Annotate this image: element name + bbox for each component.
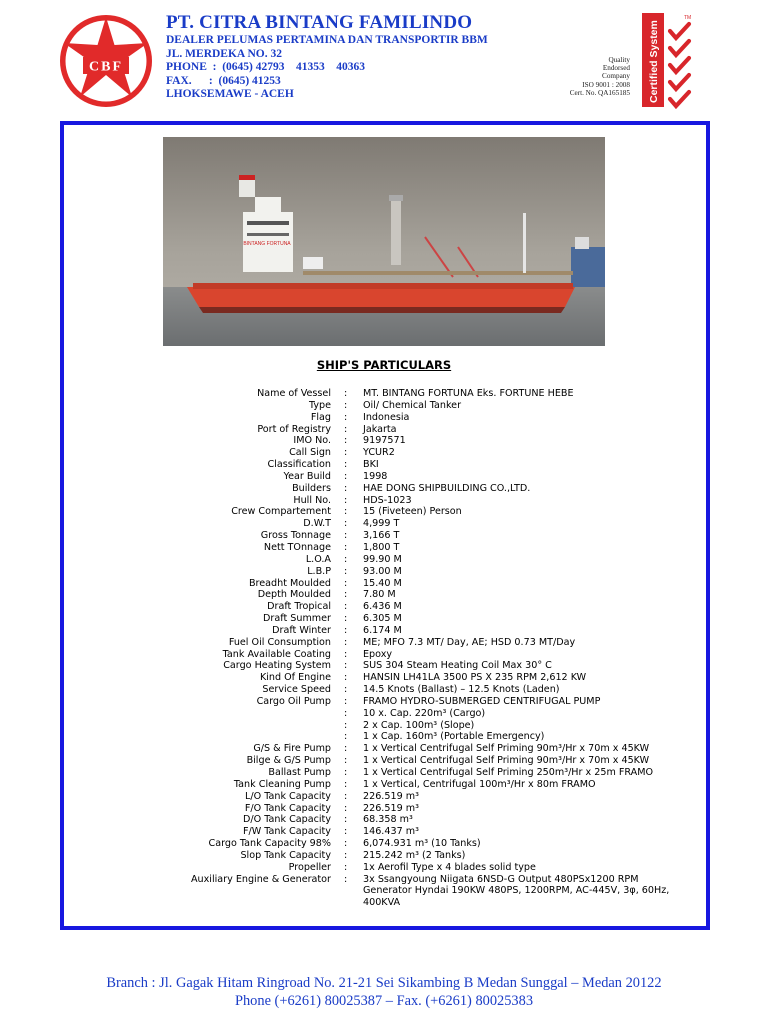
particular-value: 1 x Vertical Centrifugal Self Priming 90m³/Hr x 70m x 45KW — [363, 743, 650, 755]
cert-tm: TM — [684, 15, 692, 21]
particular-separator: : — [344, 767, 348, 778]
particular-value: 68.358 m³ — [363, 814, 413, 826]
particular-value: 3,166 T — [363, 530, 400, 542]
particular-label: Breadht Moulded — [248, 577, 331, 589]
particular-separator: : — [344, 565, 348, 577]
header-city: LHOKSEMAWE - ACEH — [166, 88, 294, 101]
particulars-row — [0, 447, 768, 459]
particular-value: 1 x Cap. 160m³ (Portable Emergency) — [363, 731, 545, 743]
particulars-row — [0, 743, 768, 755]
certified-system-badge — [640, 11, 706, 109]
particular-value: 1998 — [363, 470, 388, 482]
particular-value: 4,999 T — [363, 518, 400, 530]
particulars-row — [0, 791, 768, 803]
particular-value: 215.242 m³ (2 Tanks) — [363, 849, 466, 861]
particular-value: FRAMO HYDRO-SUBMERGED CENTRIFUGAL PUMP — [363, 695, 601, 707]
particulars-row — [0, 684, 768, 696]
footer — [0, 974, 768, 1010]
particular-label: Builders — [292, 482, 331, 494]
particulars-row — [0, 731, 768, 743]
particular-separator: : — [344, 802, 348, 814]
particular-separator: : — [344, 518, 348, 530]
particulars-row — [0, 613, 768, 625]
particular-label: Ballast Pump — [268, 767, 331, 778]
particulars-row — [0, 518, 768, 530]
particular-separator: : — [344, 541, 348, 553]
particular-separator: : — [344, 624, 348, 636]
particular-separator: : — [344, 731, 348, 743]
particular-separator: : — [344, 790, 348, 802]
particular-separator: : — [344, 849, 348, 861]
section-title-text: SHIP'S PARTICULARS — [316, 358, 452, 372]
particulars-row — [0, 874, 768, 886]
particular-value: 99.90 M — [363, 553, 402, 565]
particulars-row — [0, 625, 768, 637]
logo-text: CBF — [89, 59, 123, 75]
particular-separator: : — [344, 660, 348, 672]
particular-value: 93.00 M — [363, 565, 402, 577]
particular-separator: : — [344, 826, 348, 838]
particular-value: 9197571 — [363, 435, 406, 447]
particulars-row — [0, 897, 768, 909]
quality-line: Endorsed — [602, 64, 630, 73]
particulars-row — [0, 862, 768, 874]
company-header — [166, 12, 488, 102]
quality-line: ISO 9001 : 2008 — [582, 80, 630, 89]
particulars-row — [0, 471, 768, 483]
particulars-row — [0, 435, 768, 447]
particulars-row — [0, 885, 768, 897]
particulars-row — [0, 814, 768, 826]
particular-label: Cargo Tank Capacity 98% — [208, 838, 331, 850]
particular-value: 6.305 M — [363, 613, 402, 625]
particular-value: 226.519 m³ — [363, 790, 419, 802]
particular-label: F/O Tank Capacity — [244, 802, 331, 814]
particulars-row — [0, 589, 768, 601]
particulars-row — [0, 601, 768, 613]
particular-label: Classification — [267, 459, 331, 471]
section-title — [0, 358, 768, 372]
particular-value: 1x Aerofil Type x 4 blades solid type — [363, 861, 536, 873]
quality-statement — [556, 56, 630, 97]
particular-value: 1 x Vertical Centrifugal Self Priming 250m³/Hr x 25m FRAMO — [363, 767, 654, 778]
cert-label: Certified System — [648, 20, 660, 103]
particulars-row — [0, 850, 768, 862]
particular-value: 6.174 M — [363, 624, 402, 636]
particular-value: Generator Hyndai 190KW 480PS, 1200RPM, AC-445V, 3φ, 60Hz, — [363, 885, 670, 897]
particular-label: Draft Winter — [272, 624, 331, 636]
particular-separator: : — [344, 814, 348, 826]
particular-value: HAE DONG SHIPBUILDING CO.,LTD. — [363, 482, 531, 494]
particular-label: Depth Moulded — [257, 589, 331, 601]
particular-label: Gross Tonnage — [260, 530, 331, 542]
particulars-row — [0, 530, 768, 542]
particular-label: L.O.A — [305, 553, 331, 565]
photo-ship-name: BINTANG FORTUNA — [243, 241, 291, 247]
quality-line: Company — [602, 72, 630, 81]
particular-label: Year Build — [283, 470, 331, 482]
particular-value: 6,074.931 m³ (10 Tanks) — [363, 838, 481, 850]
particular-label: Cargo Oil Pump — [256, 695, 331, 707]
particular-label: Bilge & G/S Pump — [246, 755, 331, 767]
particular-label: Port of Registry — [257, 423, 331, 435]
particular-label: D.W.T — [303, 518, 331, 530]
particular-value: 15 (Fiveteen) Person — [363, 506, 462, 518]
particulars-row — [0, 803, 768, 815]
particulars-row — [0, 542, 768, 554]
particular-value: 146.437 m³ — [363, 826, 419, 838]
particular-separator: : — [344, 447, 348, 459]
particulars-row — [0, 388, 768, 400]
particular-separator: : — [344, 601, 348, 613]
particular-value: 400KVA — [363, 897, 401, 909]
particular-separator: : — [344, 707, 348, 719]
particular-separator: : — [344, 423, 348, 435]
particular-value: HDS-1023 — [363, 494, 412, 506]
particular-separator: : — [344, 755, 348, 767]
particulars-row — [0, 412, 768, 424]
footer-phone: Phone (+6261) 80025387 – Fax. (+6261) 80025383 — [234, 993, 534, 1009]
particular-label: D/O Tank Capacity — [243, 814, 331, 826]
particular-separator: : — [344, 399, 348, 411]
particulars-row — [0, 660, 768, 672]
particular-label: Service Speed — [262, 684, 331, 696]
particulars-row — [0, 779, 768, 791]
particular-separator: : — [344, 470, 348, 482]
particular-value: 2 x Cap. 100m³ (Slope) — [363, 719, 475, 731]
particular-value: MT. BINTANG FORTUNA Eks. FORTUNE HEBE — [363, 388, 574, 399]
particulars-row — [0, 826, 768, 838]
particular-label: Fuel Oil Consumption — [228, 636, 331, 648]
particular-separator: : — [344, 695, 348, 707]
particular-value: 10 x. Cap. 220m³ (Cargo) — [363, 707, 486, 719]
particulars-row — [0, 554, 768, 566]
particulars-row — [0, 400, 768, 412]
particular-label: L.B.P — [307, 565, 331, 577]
particulars-row — [0, 506, 768, 518]
particular-value: ME; MFO 7.3 MT/ Day, AE; HSD 0.73 MT/Day — [363, 636, 576, 648]
particular-value: BKI — [363, 459, 379, 471]
particular-value: YCUR2 — [363, 447, 395, 459]
particular-value: Indonesia — [363, 411, 410, 423]
particular-separator: : — [344, 459, 348, 471]
company-name: PT. CITRA BINTANG FAMILINDO — [166, 12, 473, 33]
ship-photo — [163, 137, 605, 346]
particular-value: 1 x Vertical Centrifugal Self Priming 90m³/Hr x 70m x 45KW — [363, 755, 650, 767]
company-logo — [58, 13, 154, 109]
particular-separator: : — [344, 719, 348, 731]
particular-separator: : — [344, 672, 348, 684]
particular-label: Slop Tank Capacity — [240, 849, 331, 861]
particular-separator: : — [344, 553, 348, 565]
particular-label: Flag — [310, 411, 331, 423]
particular-separator: : — [344, 411, 348, 423]
particulars-row — [0, 767, 768, 779]
particulars-row — [0, 672, 768, 684]
particular-separator: : — [344, 435, 348, 447]
particular-separator: : — [344, 589, 348, 601]
particular-label: Crew Compartement — [231, 506, 331, 518]
particular-separator: : — [344, 873, 348, 885]
particular-separator: : — [344, 648, 348, 660]
particular-value: 7.80 M — [363, 589, 396, 601]
particular-value: 3x Ssangyoung Niigata 6NSD-G Output 480PSx1200 RPM — [363, 873, 639, 885]
footer-branch: Branch : Jl. Gagak Hitam Ringroad No. 21-21 Sei Sikambing B Medan Sunggal – Medan 20122 — [106, 975, 662, 991]
particular-label: Kind Of Engine — [259, 672, 331, 684]
particular-label: L/O Tank Capacity — [245, 790, 331, 802]
quality-line: Quality — [608, 56, 630, 64]
particular-label: Call Sign — [289, 447, 331, 459]
particular-value: 1 x Vertical, Centrifugal 100m³/Hr x 80m FRAMO — [363, 778, 596, 790]
particular-separator: : — [344, 613, 348, 625]
header-tagline: DEALER PELUMAS PERTAMINA DAN TRANSPORTIR BBM — [166, 34, 488, 46]
particular-value: Oil/ Chemical Tanker — [363, 399, 462, 411]
particular-separator: : — [344, 684, 348, 696]
particular-separator: : — [344, 778, 348, 790]
particular-label: Draft Summer — [263, 613, 331, 625]
particulars-row — [0, 566, 768, 578]
particular-value: 226.519 m³ — [363, 802, 419, 814]
particular-label: Nett TOnnage — [263, 541, 331, 553]
particular-label: F/W Tank Capacity — [242, 826, 331, 838]
particular-separator: : — [344, 388, 348, 399]
particular-separator: : — [344, 506, 348, 518]
particulars-row — [0, 720, 768, 732]
particular-label: Propeller — [288, 861, 331, 873]
particulars-row — [0, 637, 768, 649]
particular-label: Hull No. — [293, 494, 331, 506]
particular-value: 14.5 Knots (Ballast) – 12.5 Knots (Laden) — [363, 684, 560, 696]
particulars-row — [0, 459, 768, 471]
particular-label: Name of Vessel — [257, 388, 331, 399]
particular-label: Cargo Heating System — [223, 660, 331, 672]
particular-value: HANSIN LH41LA 3500 PS X 235 RPM 2,612 KW — [363, 672, 587, 684]
particular-separator: : — [344, 636, 348, 648]
particular-value: 15.40 M — [363, 577, 402, 589]
particulars-table — [0, 388, 768, 909]
particulars-row — [0, 649, 768, 661]
particular-separator: : — [344, 577, 348, 589]
header-fax: FAX. : (0645) 41253 — [166, 74, 281, 87]
particular-label: Draft Tropical — [267, 601, 331, 613]
particular-separator: : — [344, 743, 348, 755]
particular-value: 1,800 T — [363, 541, 400, 553]
quality-line: Cert. No. QA165185 — [569, 88, 630, 97]
particulars-row — [0, 838, 768, 850]
particulars-row — [0, 424, 768, 436]
header-address: JL. MERDEKA NO. 32 — [166, 47, 282, 60]
particulars-row — [0, 578, 768, 590]
particular-label: Tank Cleaning Pump — [233, 778, 331, 790]
particulars-row — [0, 495, 768, 507]
particular-value: SUS 304 Steam Heating Coil Max 30° C — [363, 660, 552, 672]
particular-separator: : — [344, 530, 348, 542]
particular-label: G/S & Fire Pump — [253, 743, 331, 755]
particular-separator: : — [344, 861, 348, 873]
particular-separator: : — [344, 494, 348, 506]
particulars-row — [0, 483, 768, 495]
particulars-row — [0, 755, 768, 767]
particular-separator: : — [344, 838, 348, 850]
header-phone: PHONE : (0645) 42793 41353 40363 — [166, 61, 366, 74]
particulars-row — [0, 708, 768, 720]
particular-label: Tank Available Coating — [222, 648, 331, 660]
particular-value: 6.436 M — [363, 601, 402, 613]
particular-label: IMO No. — [293, 435, 331, 447]
particular-label: Type — [308, 399, 331, 411]
particular-separator: : — [344, 482, 348, 494]
particulars-row — [0, 696, 768, 708]
particular-label: Auxiliary Engine & Generator — [190, 873, 331, 885]
particular-value: Jakarta — [363, 423, 397, 435]
particular-value: Epoxy — [363, 648, 393, 660]
